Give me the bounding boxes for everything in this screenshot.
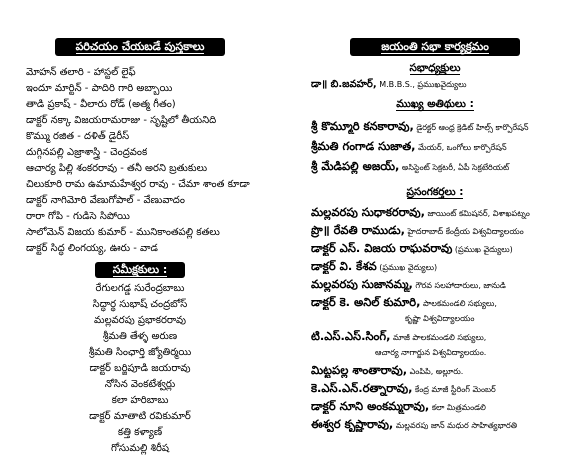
reviewer-item: కత్తి కళ్యాణ్ <box>117 427 163 438</box>
book-item: దుగ్గినపల్లి ఎజ్రాశాస్త్రి - చెంద్రవంక <box>26 147 148 158</box>
speaker-entry: డాక్టర్ కె. అనిల్ కుమారి, పాలకమండలి సభ్యులు, <box>311 295 497 309</box>
reviewer-item: నోసిన వెంకటేశ్వర్లు <box>104 379 176 390</box>
speaker-affiliation: ఆచార్య నాగార్జున విశ్వవిద్యాలయం. <box>375 348 487 357</box>
program-heading: జయంతి సభా కార్యక్రమం <box>350 38 520 56</box>
chair-heading: సభాధ్యక్షులు <box>409 62 461 74</box>
reviewer-item: గోసుమల్లి శిరీష <box>110 443 170 454</box>
chair-detail: M.B.B.S., ప్రముఖవైద్యులు <box>376 80 467 89</box>
book-item: రారా గోపి - గుడిసె సిపోయి <box>26 211 130 222</box>
speaker-entry: మల్లవరపు సుధాకరరావు, జాయింట్ కమిషనర్, విశాఖపట్నం <box>311 205 530 219</box>
book-item: మోహన్ తలారి - హాస్టల్ లైఫ్ <box>26 67 136 78</box>
reviewer-item: డాక్టర్ మాతాటి రవికుమార్ <box>89 411 191 422</box>
reviewer-item: సిద్ధార్థ సుభాష్ చంద్రబోస్ <box>92 299 188 310</box>
speaker-entry: డాక్టర్ వి. కేశవ (ప్రముఖ వైద్యులు) <box>311 259 438 273</box>
book-item: డాక్టర్ నాగిమోరి వేణుగోపాల్ - వేణువాదం <box>26 195 185 206</box>
chief-guests-heading: ముఖ్య అతిథులు : <box>396 98 474 110</box>
speaker-entry: ఈశ్వర కృష్ణారావు, మల్లవరపు జాన్ మధుర సాహిత్యభారతి <box>311 417 518 431</box>
chair-entry <box>311 78 586 92</box>
book-item: ఆచార్య పిల్లి శంకరరావు - తనీ అరని బ్రతుకులు <box>26 163 208 174</box>
chair-name: డా॥ బి.జవహర్, <box>311 79 377 90</box>
reviewer-item: రేగులగడ్డ సురేంద్రబాబు <box>95 283 185 294</box>
reviewer-item: మల్లవరపు ప్రభాకరరావు <box>94 315 186 326</box>
book-item: సాలోమెన్ విజయ కుమార్ - మునికాంతపల్లి కతలు <box>26 227 220 238</box>
book-item: తాడి ప్రకాష్ - వీలారు రోడ్ (అత్మ గీతం) <box>26 99 176 110</box>
reviewers-heading: సమీక్షకులు : <box>95 262 185 278</box>
reviewer-item: డాక్టర్ బర్జిపూడి జయరావు <box>89 363 191 374</box>
book-item: కొమ్ము రజిత - దళిత్ డైరీస్ <box>26 131 130 142</box>
chief-guest-entry: శ్రీమతి గంగాడ సుజాత, మేయర్, ఒంగోలు కార్పొరేషన్ <box>311 139 507 153</box>
book-item: డాక్టర్ సిద్ధ లింగయ్య, ఊరు - వాడ <box>26 243 158 254</box>
speaker-affiliation: కృష్ణా విశ్వవిద్యాలయం <box>405 314 475 323</box>
book-item: డాక్టర్ నక్కా విజయరామరాజు - సృష్టిలో తీయనిది <box>26 115 217 126</box>
speaker-entry: కె.ఎస్.ఎన్.రత్నారావు, కేంద్ర మాజీ స్టీరింగ్ మెంబర్ <box>311 381 496 395</box>
speakers-heading: ప్రసంగకర్తలు : <box>406 186 464 198</box>
reviewer-item: కలా హరిబాబు <box>111 395 169 406</box>
speaker-entry: టి.ఎస్.ఎస్.సింగ్, మాజీ పాలకమండలి సభ్యులు, <box>311 329 487 343</box>
chief-guest-entry: శ్రీ కొమ్మూరి కనకారావు, డైరక్టర్ ఆంధ్ర క్రెడిట్ హిల్స్ కార్పొరేషన్ <box>311 119 529 133</box>
book-item: చిలుకూరి రామ ఉమామహేశ్వర రావు - చేమా శాంత కూడా <box>26 179 250 190</box>
speaker-entry: డాక్టర్ ఎస్. విజయ రాఘవరావు (ప్రముఖ వైద్యులు) <box>311 241 513 255</box>
reviewer-item: శ్రీమతి తేళ్ళ అరుణ <box>102 331 178 342</box>
reviewer-item: శ్రీమతి సింఛార్తి జ్యోతిర్మయి <box>88 347 192 358</box>
books-heading: పరిచయం చేయబడే పుస్తకాలు <box>55 38 225 56</box>
speaker-entry: డాక్టర్ నూని అంకమ్మరావు, కలా మిత్రమండలి <box>311 399 486 413</box>
speaker-entry: మల్లవరపు సుజానమ్మ, గౌరవ సలహాదారులు, జానుడి <box>311 277 506 291</box>
speaker-entry: ప్రొ॥ రేవతి రాముడు, హైదరాబాద్ కేంద్రీయ విశ్వవిద్యాలయం <box>311 223 524 237</box>
book-item: ఇందూ మార్టిన్ - పాదిరి గారి అబ్బాయి <box>26 83 173 94</box>
speaker-entry: మిట్టపల్ల శాంతారావు, ఎంపిపి, అల్లూరు. <box>311 363 464 377</box>
chief-guest-entry: శ్రీ మేడిపల్లి అజయ్, అసిస్టెంట్ సెక్రటరీ, ఏపీ సెక్రటేరియట్ <box>311 159 510 173</box>
